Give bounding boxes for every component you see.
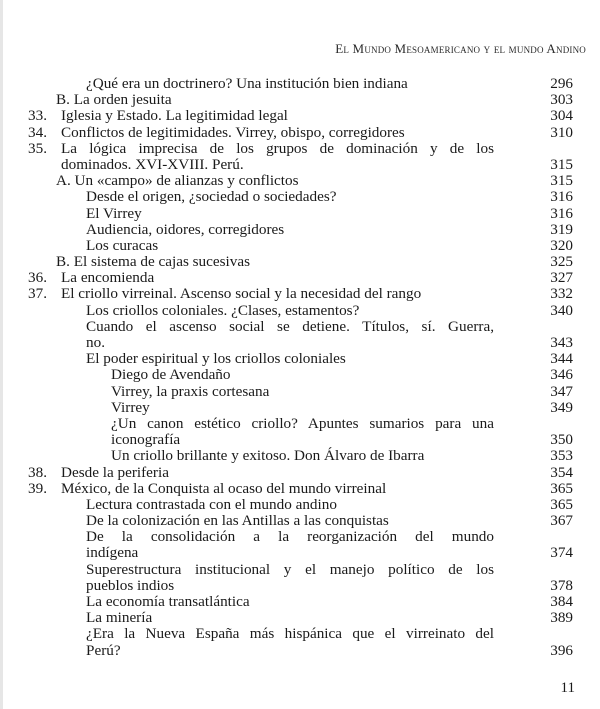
entry-title: Cuando el ascenso social se detiene. Títulos, sí. Guerra,: [86, 317, 494, 335]
entry-page-number: 315: [550, 155, 573, 173]
toc-entry: [0, 286, 600, 302]
toc-entry: [0, 481, 600, 497]
entry-page-number: 396: [550, 641, 573, 659]
entry-page-number: 332: [550, 285, 573, 303]
entry-title: De la colonización en las Antillas a las conquistas: [86, 512, 389, 530]
entry-title: El poder espiritual y los criollos coloniales: [86, 350, 346, 368]
entry-page-number: 316: [550, 188, 573, 206]
entry-page-number: 344: [550, 350, 573, 368]
toc-entry: [0, 643, 600, 659]
toc-entry: [0, 76, 600, 92]
entry-title: B. La orden jesuita: [56, 91, 172, 109]
entry-title: El criollo virreinal. Ascenso social y la necesidad del rango: [61, 285, 422, 303]
entry-title: no.: [86, 334, 105, 351]
entry-page-number: 303: [550, 91, 573, 109]
entry-title: De la consolidación a la reorganización del mundo: [86, 528, 494, 546]
toc-entry: [0, 513, 600, 529]
table-of-contents: [0, 76, 600, 659]
toc-entry: [0, 173, 600, 189]
toc-entry: [0, 432, 600, 448]
toc-entry: [0, 545, 600, 561]
entry-title: ¿Qué era un doctrinero? Una institución bien indiana: [86, 75, 408, 92]
running-header: El Mundo Mesoamericano y el mundo Andino: [335, 41, 586, 56]
entry-page-number: 343: [550, 334, 573, 351]
entry-page-number: 365: [550, 479, 573, 497]
toc-entry: [0, 529, 600, 545]
toc-entry: [0, 141, 600, 157]
entry-page-number: 374: [550, 544, 573, 562]
entry-page-number: 365: [550, 495, 573, 513]
entry-title: Los criollos coloniales. ¿Clases, estamentos?: [86, 301, 360, 319]
toc-entry: [0, 626, 600, 642]
toc-entry: [0, 270, 600, 286]
entry-title: pueblos indios: [86, 576, 175, 594]
toc-entry: [0, 206, 600, 222]
entry-page-number: 353: [550, 447, 573, 465]
entry-title: Audiencia, oidores, corregidores: [86, 220, 285, 238]
entry-title: La encomienda: [61, 269, 155, 287]
entry-page-number: 319: [550, 220, 573, 238]
entry-title: Virrey: [111, 398, 150, 416]
entry-title: La lógica imprecisa de los grupos de dominación y de los: [61, 139, 494, 157]
toc-entry: [0, 610, 600, 626]
entry-title: Desde la periferia: [61, 463, 169, 481]
entry-page-number: 340: [550, 301, 573, 319]
page-number: 11: [560, 680, 575, 696]
entry-title: Los curacas: [86, 236, 159, 254]
toc-entry: [0, 384, 600, 400]
entry-title: indígena: [86, 544, 139, 562]
entry-page-number: 327: [550, 269, 573, 287]
toc-entry: [0, 594, 600, 610]
entry-title: Superestructura institucional y el manejo político de los: [86, 560, 494, 578]
entry-title: A. Un «campo» de alianzas y conflictos: [56, 172, 299, 190]
entry-page-number: 378: [550, 576, 573, 594]
entry-page-number: 315: [550, 172, 573, 190]
toc-entry: [0, 254, 600, 270]
entry-title: El Virrey: [86, 204, 142, 222]
entry-title: La minería: [86, 609, 153, 627]
entry-title: Desde el origen, ¿sociedad o sociedades?: [86, 188, 337, 206]
entry-title: Un criollo brillante y exitoso. Don Álvaro de Ibarra: [111, 447, 425, 465]
toc-entry: [0, 465, 600, 481]
entry-page-number: 320: [550, 236, 573, 254]
entry-title: ¿Un canon estético criollo? Apuntes sumarios para una: [111, 414, 494, 432]
entry-title: B. El sistema de cajas sucesivas: [56, 253, 251, 271]
toc-entry: [0, 222, 600, 238]
entry-page-number: 325: [550, 253, 573, 271]
toc-entry: [0, 157, 600, 173]
chapter-number: 38.: [28, 463, 47, 481]
chapter-number: 37.: [28, 285, 47, 303]
entry-title: dominados. XVI-XVIII. Perú.: [61, 155, 244, 173]
toc-entry: [0, 400, 600, 416]
chapter-number: 35.: [28, 139, 47, 157]
toc-entry: [0, 351, 600, 367]
entry-title: La economía transatlántica: [86, 593, 250, 610]
toc-entry: [0, 108, 600, 124]
chapter-number: 33.: [28, 107, 47, 125]
toc-entry: [0, 562, 600, 578]
entry-page-number: 350: [550, 431, 573, 449]
chapter-number: 36.: [28, 269, 47, 287]
toc-entry: [0, 497, 600, 513]
toc-entry: [0, 319, 600, 335]
entry-title: Diego de Avendaño: [111, 366, 231, 384]
entry-title: ¿Era la Nueva España más hispánica que el virreinato del: [86, 625, 494, 643]
toc-entry: [0, 416, 600, 432]
toc-entry: [0, 92, 600, 108]
entry-title: Virrey, la praxis cortesana: [111, 382, 270, 400]
entry-page-number: 367: [550, 512, 573, 530]
entry-title: México, de la Conquista al ocaso del mundo virreinal: [61, 479, 387, 497]
entry-page-number: 354: [550, 463, 573, 481]
toc-entry: [0, 303, 600, 319]
toc-entry: [0, 335, 600, 351]
entry-page-number: 349: [550, 398, 573, 416]
toc-entry: [0, 578, 600, 594]
entry-page-number: 296: [550, 75, 573, 92]
chapter-number: 34.: [28, 123, 47, 141]
entry-page-number: 304: [550, 107, 573, 125]
entry-page-number: 389: [550, 609, 573, 627]
entry-page-number: 346: [550, 366, 573, 384]
entry-title: Conflictos de legitimidades. Virrey, obispo, corregidores: [61, 123, 405, 141]
entry-title: Lectura contrastada con el mundo andino: [86, 495, 337, 513]
entry-title: Perú?: [86, 641, 121, 659]
entry-page-number: 347: [550, 382, 573, 400]
entry-title: Iglesia y Estado. La legitimidad legal: [61, 107, 288, 125]
chapter-number: 39.: [28, 479, 47, 497]
toc-entry: [0, 238, 600, 254]
toc-entry: [0, 367, 600, 383]
toc-entry: [0, 189, 600, 205]
entry-page-number: 316: [550, 204, 573, 222]
entry-page-number: 310: [550, 123, 573, 141]
toc-entry: [0, 125, 600, 141]
toc-entry: [0, 448, 600, 464]
entry-title: iconografía: [111, 431, 181, 449]
entry-page-number: 384: [550, 593, 573, 610]
